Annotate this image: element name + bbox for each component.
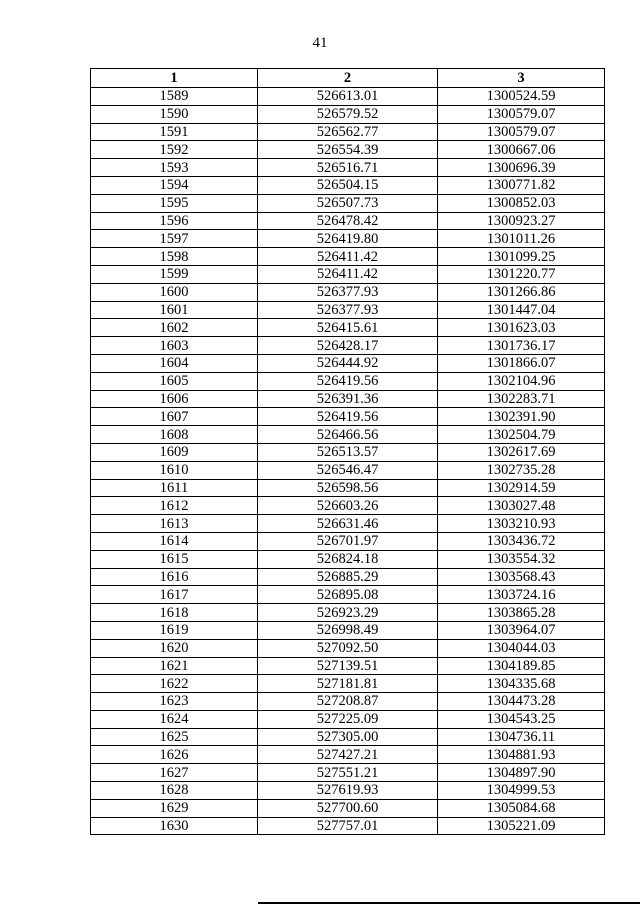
point-number-cell: 1618: [91, 604, 258, 622]
point-number-cell: 1619: [91, 621, 258, 639]
x-coordinate-cell: 526507.73: [258, 194, 438, 212]
bottom-rule: [258, 902, 640, 904]
x-coordinate-cell: 526631.46: [258, 515, 438, 533]
table-header: [91, 69, 605, 88]
y-coordinate-cell: 1302283.71: [438, 390, 605, 408]
table-row: [91, 675, 605, 693]
y-coordinate-cell: 1303568.43: [438, 568, 605, 586]
x-coordinate-cell: 527551.21: [258, 764, 438, 782]
table-row: [91, 604, 605, 622]
point-number-cell: 1612: [91, 497, 258, 515]
point-number-cell: 1609: [91, 443, 258, 461]
y-coordinate-cell: 1301266.86: [438, 283, 605, 301]
x-coordinate-cell: 526391.36: [258, 390, 438, 408]
point-number-cell: 1604: [91, 354, 258, 372]
y-coordinate-cell: 1304881.93: [438, 746, 605, 764]
point-number-cell: 1617: [91, 586, 258, 604]
x-coordinate-cell: 526885.29: [258, 568, 438, 586]
point-number-cell: 1607: [91, 408, 258, 426]
y-coordinate-cell: 1303554.32: [438, 550, 605, 568]
x-coordinate-cell: 527757.01: [258, 817, 438, 835]
x-coordinate-cell: 526895.08: [258, 586, 438, 604]
point-number-cell: 1594: [91, 176, 258, 194]
point-number-cell: 1628: [91, 782, 258, 800]
y-coordinate-cell: 1303865.28: [438, 604, 605, 622]
y-coordinate-cell: 1302617.69: [438, 443, 605, 461]
y-coordinate-cell: 1300579.07: [438, 123, 605, 141]
x-coordinate-cell: 526554.39: [258, 141, 438, 159]
table-row: [91, 408, 605, 426]
point-number-cell: 1623: [91, 693, 258, 711]
y-coordinate-cell: 1302504.79: [438, 426, 605, 444]
table-row: [91, 354, 605, 372]
point-number-cell: 1621: [91, 657, 258, 675]
y-coordinate-cell: 1300579.07: [438, 105, 605, 123]
table-row: [91, 479, 605, 497]
x-coordinate-cell: 527225.09: [258, 710, 438, 728]
point-number-cell: 1603: [91, 337, 258, 355]
y-coordinate-cell: 1304543.25: [438, 710, 605, 728]
table-row: [91, 746, 605, 764]
point-number-cell: 1614: [91, 532, 258, 550]
point-number-cell: 1596: [91, 212, 258, 230]
point-number-cell: 1616: [91, 568, 258, 586]
y-coordinate-cell: 1301099.25: [438, 248, 605, 266]
table-row: [91, 337, 605, 355]
point-number-cell: 1625: [91, 728, 258, 746]
point-number-cell: 1591: [91, 123, 258, 141]
x-coordinate-cell: 526411.42: [258, 265, 438, 283]
point-number-cell: 1608: [91, 426, 258, 444]
point-number-cell: 1624: [91, 710, 258, 728]
y-coordinate-cell: 1303210.93: [438, 515, 605, 533]
point-number-cell: 1589: [91, 88, 258, 106]
x-coordinate-cell: 526377.93: [258, 283, 438, 301]
y-coordinate-cell: 1301736.17: [438, 337, 605, 355]
table-row: [91, 728, 605, 746]
column-header-3: 3: [438, 69, 605, 88]
table-row: [91, 693, 605, 711]
table-row: [91, 621, 605, 639]
table-row: [91, 532, 605, 550]
table-row: [91, 515, 605, 533]
table-row: [91, 586, 605, 604]
table-body: [91, 88, 605, 835]
x-coordinate-cell: 526504.15: [258, 176, 438, 194]
y-coordinate-cell: 1304189.85: [438, 657, 605, 675]
point-number-cell: 1615: [91, 550, 258, 568]
x-coordinate-cell: 527208.87: [258, 693, 438, 711]
table-row: [91, 764, 605, 782]
table-row: [91, 372, 605, 390]
table-row: [91, 176, 605, 194]
x-coordinate-cell: 526478.42: [258, 212, 438, 230]
x-coordinate-cell: 526546.47: [258, 461, 438, 479]
y-coordinate-cell: 1300771.82: [438, 176, 605, 194]
page-number: 41: [312, 35, 328, 51]
point-number-cell: 1598: [91, 248, 258, 266]
x-coordinate-cell: 526598.56: [258, 479, 438, 497]
table-row: [91, 105, 605, 123]
table-row: [91, 568, 605, 586]
y-coordinate-cell: 1301220.77: [438, 265, 605, 283]
table-row: [91, 212, 605, 230]
x-coordinate-cell: 527139.51: [258, 657, 438, 675]
table-row: [91, 283, 605, 301]
table-row: [91, 817, 605, 835]
table-row: [91, 550, 605, 568]
x-coordinate-cell: 526466.56: [258, 426, 438, 444]
table-row: [91, 159, 605, 177]
coordinates-table: [90, 68, 605, 835]
x-coordinate-cell: 527181.81: [258, 675, 438, 693]
y-coordinate-cell: 1300667.06: [438, 141, 605, 159]
point-number-cell: 1622: [91, 675, 258, 693]
x-coordinate-cell: 526998.49: [258, 621, 438, 639]
point-number-cell: 1592: [91, 141, 258, 159]
y-coordinate-cell: 1301623.03: [438, 319, 605, 337]
y-coordinate-cell: 1300524.59: [438, 88, 605, 106]
point-number-cell: 1595: [91, 194, 258, 212]
x-coordinate-cell: 527092.50: [258, 639, 438, 657]
x-coordinate-cell: 526701.97: [258, 532, 438, 550]
table-row: [91, 123, 605, 141]
table-row: [91, 301, 605, 319]
table-row: [91, 426, 605, 444]
y-coordinate-cell: 1305221.09: [438, 817, 605, 835]
y-coordinate-cell: 1300696.39: [438, 159, 605, 177]
table-row: [91, 710, 605, 728]
table-row: [91, 319, 605, 337]
table-row: [91, 194, 605, 212]
x-coordinate-cell: 526419.56: [258, 372, 438, 390]
x-coordinate-cell: 526923.29: [258, 604, 438, 622]
table-row: [91, 461, 605, 479]
x-coordinate-cell: 527427.21: [258, 746, 438, 764]
x-coordinate-cell: 526411.42: [258, 248, 438, 266]
column-header-1: 1: [91, 69, 258, 88]
column-header-2: 2: [258, 69, 438, 88]
table-row: [91, 639, 605, 657]
point-number-cell: 1613: [91, 515, 258, 533]
y-coordinate-cell: 1303027.48: [438, 497, 605, 515]
y-coordinate-cell: 1302914.59: [438, 479, 605, 497]
x-coordinate-cell: 526377.93: [258, 301, 438, 319]
point-number-cell: 1626: [91, 746, 258, 764]
table-row: [91, 265, 605, 283]
point-number-cell: 1620: [91, 639, 258, 657]
x-coordinate-cell: 526428.17: [258, 337, 438, 355]
point-number-cell: 1600: [91, 283, 258, 301]
y-coordinate-cell: 1301866.07: [438, 354, 605, 372]
y-coordinate-cell: 1304335.68: [438, 675, 605, 693]
y-coordinate-cell: 1304897.90: [438, 764, 605, 782]
table-row: [91, 799, 605, 817]
y-coordinate-cell: 1303436.72: [438, 532, 605, 550]
x-coordinate-cell: 526444.92: [258, 354, 438, 372]
table-row: [91, 248, 605, 266]
point-number-cell: 1630: [91, 817, 258, 835]
table-row: [91, 443, 605, 461]
point-number-cell: 1605: [91, 372, 258, 390]
point-number-cell: 1597: [91, 230, 258, 248]
point-number-cell: 1593: [91, 159, 258, 177]
point-number-cell: 1611: [91, 479, 258, 497]
x-coordinate-cell: 526562.77: [258, 123, 438, 141]
x-coordinate-cell: 526419.56: [258, 408, 438, 426]
y-coordinate-cell: 1301447.04: [438, 301, 605, 319]
y-coordinate-cell: 1301011.26: [438, 230, 605, 248]
table-row: [91, 497, 605, 515]
table-row: [91, 141, 605, 159]
y-coordinate-cell: 1302104.96: [438, 372, 605, 390]
point-number-cell: 1601: [91, 301, 258, 319]
y-coordinate-cell: 1300852.03: [438, 194, 605, 212]
y-coordinate-cell: 1303964.07: [438, 621, 605, 639]
y-coordinate-cell: 1302735.28: [438, 461, 605, 479]
x-coordinate-cell: 526824.18: [258, 550, 438, 568]
x-coordinate-cell: 526516.71: [258, 159, 438, 177]
y-coordinate-cell: 1304044.03: [438, 639, 605, 657]
point-number-cell: 1602: [91, 319, 258, 337]
point-number-cell: 1599: [91, 265, 258, 283]
table-row: [91, 390, 605, 408]
y-coordinate-cell: 1302391.90: [438, 408, 605, 426]
y-coordinate-cell: 1304736.11: [438, 728, 605, 746]
y-coordinate-cell: 1304999.53: [438, 782, 605, 800]
y-coordinate-cell: 1303724.16: [438, 586, 605, 604]
point-number-cell: 1629: [91, 799, 258, 817]
x-coordinate-cell: 527305.00: [258, 728, 438, 746]
y-coordinate-cell: 1305084.68: [438, 799, 605, 817]
x-coordinate-cell: 526613.01: [258, 88, 438, 106]
y-coordinate-cell: 1300923.27: [438, 212, 605, 230]
x-coordinate-cell: 526603.26: [258, 497, 438, 515]
table-row: [91, 230, 605, 248]
table-row: [91, 782, 605, 800]
table-row: [91, 657, 605, 675]
x-coordinate-cell: 526513.57: [258, 443, 438, 461]
x-coordinate-cell: 526579.52: [258, 105, 438, 123]
x-coordinate-cell: 527619.93: [258, 782, 438, 800]
header-row: [91, 69, 605, 88]
x-coordinate-cell: 526419.80: [258, 230, 438, 248]
point-number-cell: 1627: [91, 764, 258, 782]
x-coordinate-cell: 526415.61: [258, 319, 438, 337]
point-number-cell: 1606: [91, 390, 258, 408]
point-number-cell: 1610: [91, 461, 258, 479]
x-coordinate-cell: 527700.60: [258, 799, 438, 817]
y-coordinate-cell: 1304473.28: [438, 693, 605, 711]
table-row: [91, 88, 605, 106]
point-number-cell: 1590: [91, 105, 258, 123]
